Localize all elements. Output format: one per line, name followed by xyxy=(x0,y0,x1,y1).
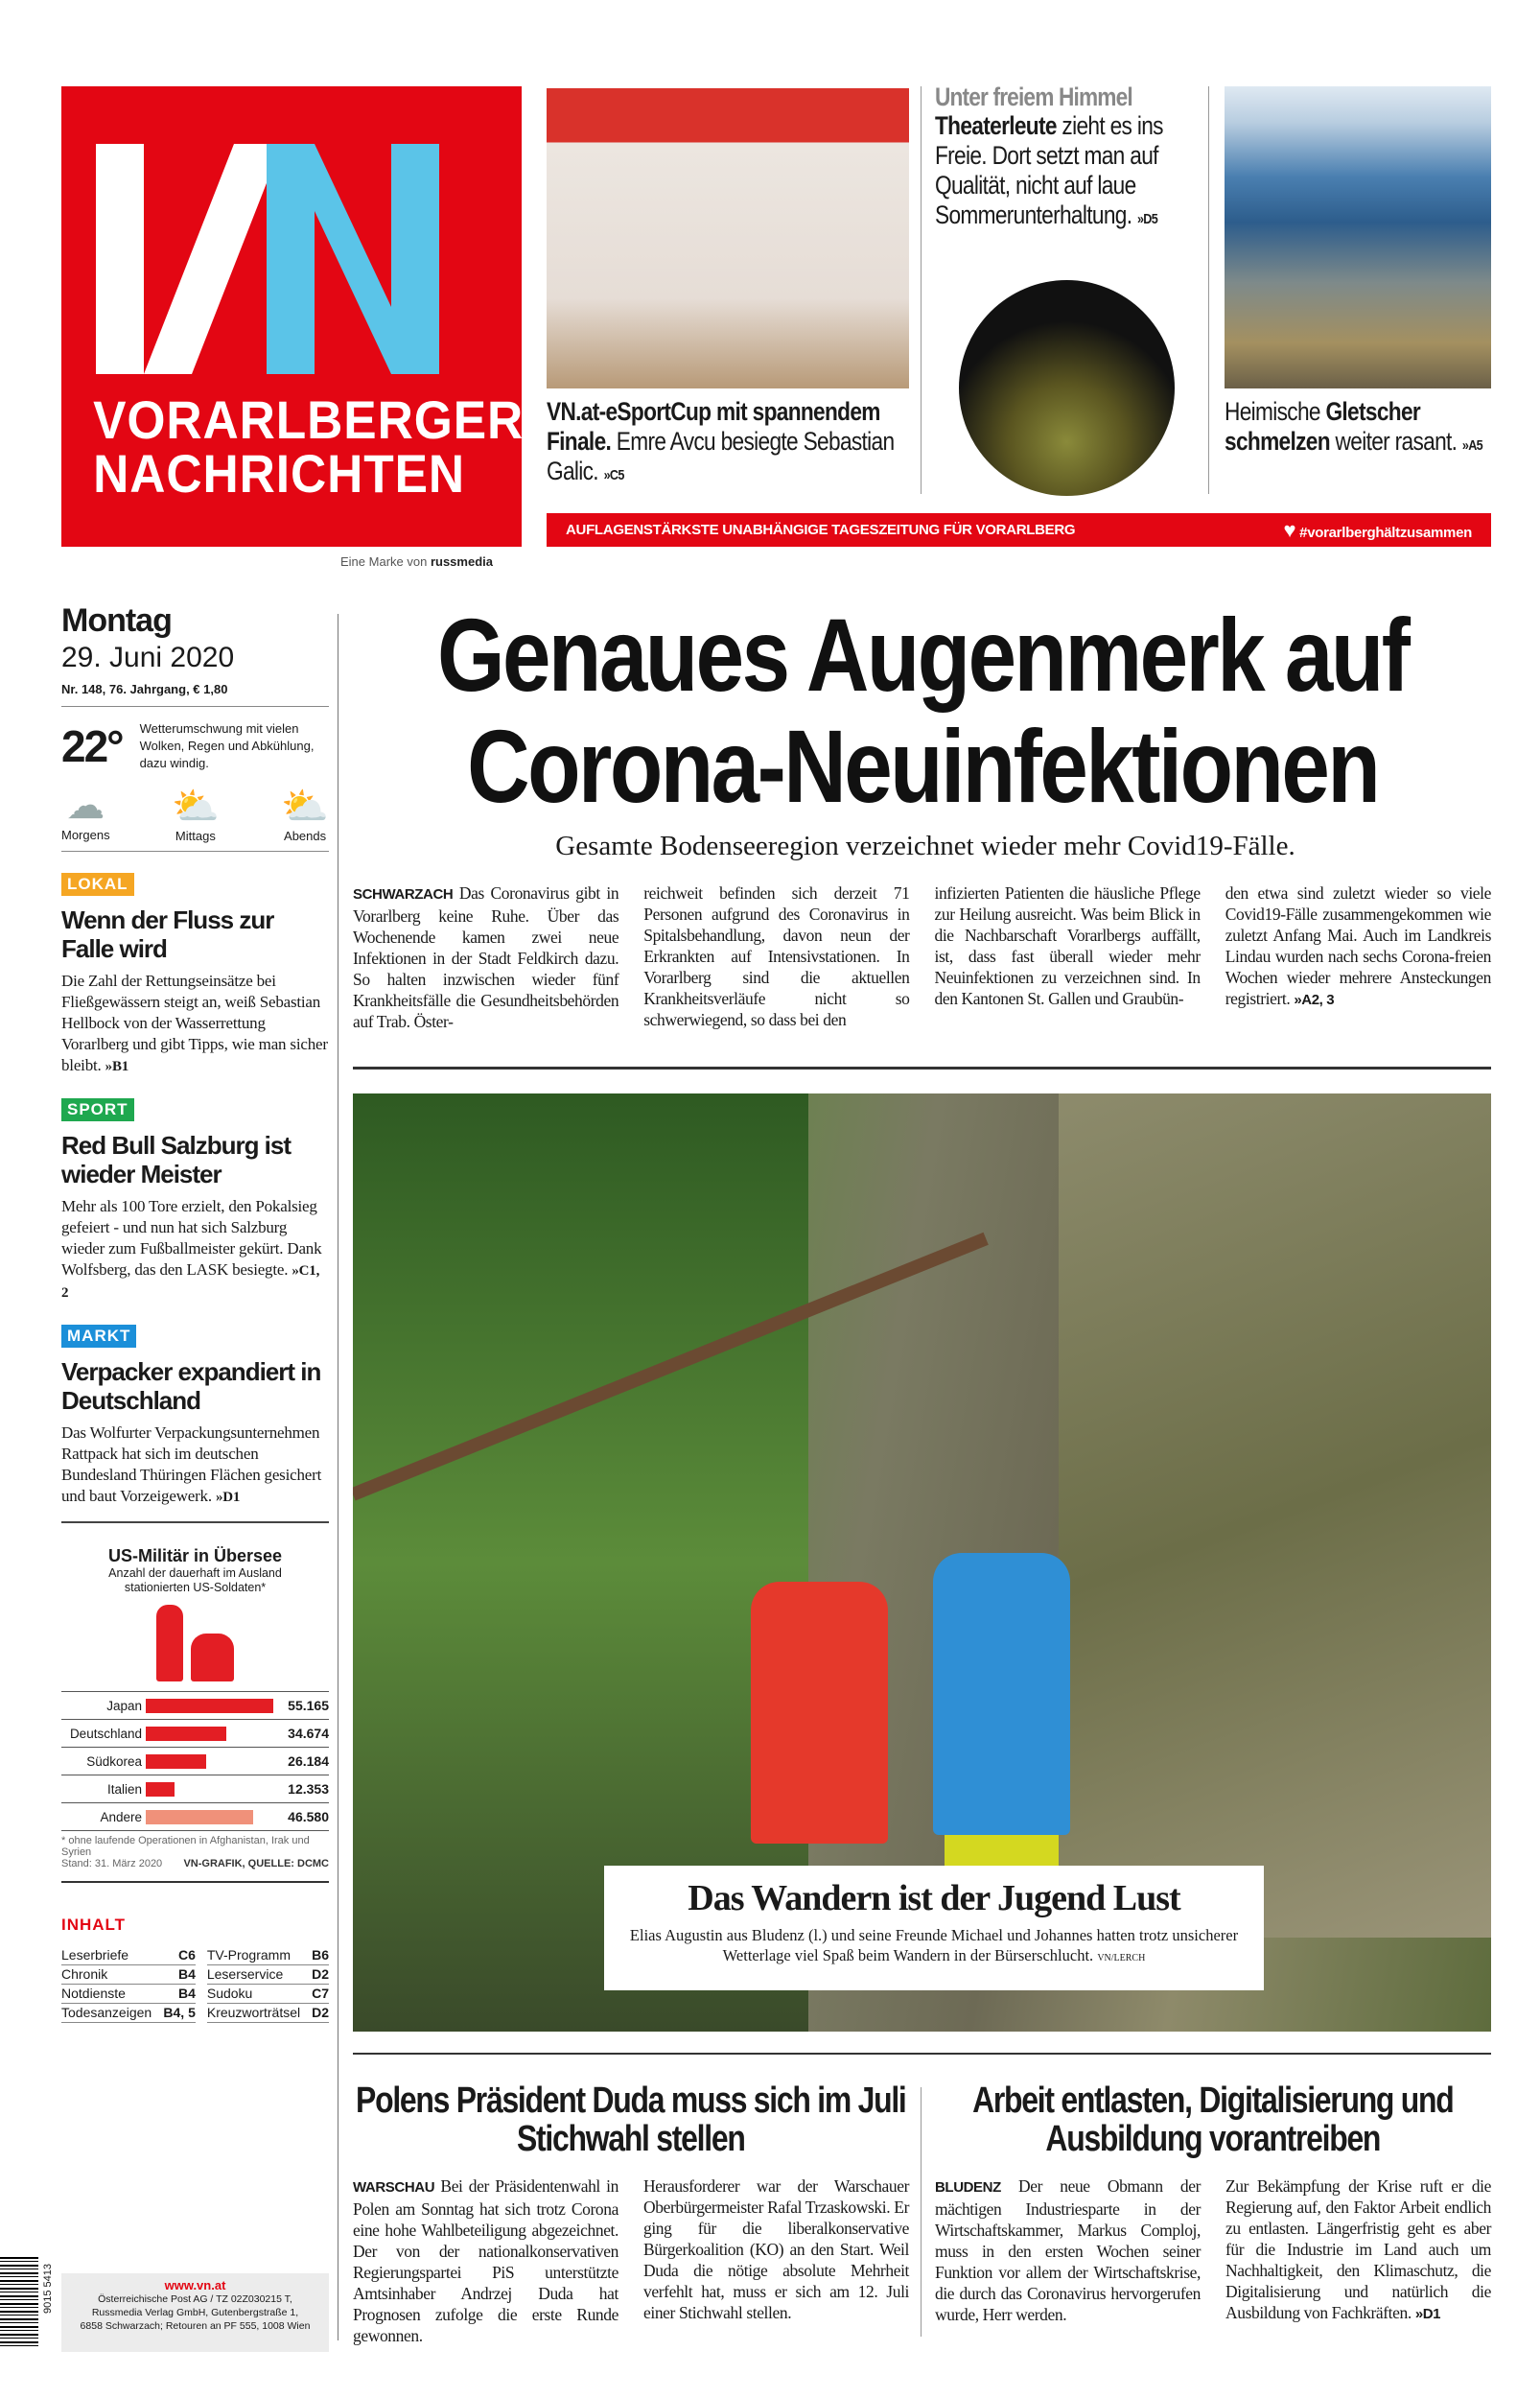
bar-value: 55.165 xyxy=(288,1698,329,1713)
bar-label: Südkorea xyxy=(86,1753,142,1769)
table-of-contents: INHALT Leserbriefe C6 Chronik B4 Notdienste B4 Todesanzeigen B4, 5 TV-Programm B6 Leserservice D2 Sudoku C7 Kreuzworträtsel D2 xyxy=(61,1916,329,2023)
vn-logo[interactable] xyxy=(61,86,525,547)
toc-item[interactable]: Todesanzeigen B4, 5 xyxy=(61,2004,196,2023)
slogan: AUFLAGENSTÄRKSTE UNABHÄNGIGE TAGESZEITUNG FÜR VORARLBERG xyxy=(566,522,1076,538)
chart-row xyxy=(61,1802,329,1830)
bar-value: 34.674 xyxy=(288,1726,329,1741)
barcode-number: 9015 5413 xyxy=(42,2264,54,2314)
bar-value: 46.580 xyxy=(288,1809,329,1824)
bar xyxy=(146,1727,226,1741)
side-story-markt[interactable]: MARKT Verpacker expandiert in Deutschland Das Wolfurter Verpackungsunternehmen Rattpack hat sich im deutschen Bundesland Thüringen Flächen gesichert und baut Vorzeigewerk. »D1 xyxy=(61,1327,322,1505)
rain-cloud-icon: ☁ xyxy=(66,785,105,827)
bar-label: Italien xyxy=(106,1781,142,1797)
toc-item[interactable]: Leserbriefe C6 xyxy=(61,1946,196,1965)
side-story-sport[interactable]: SPORT Red Bull Salzburg ist wieder Meister Mehr als 100 Tore erzielt, den Pokalsieg gefeiert - und nun hat sich Salzburg wieder zum Fußballmeister gekürt. Dank Wolfsberg, das den LASK besiegte. »C1, 2 xyxy=(61,1100,322,1301)
website-link[interactable]: www.vn.at xyxy=(164,2278,226,2292)
story-poland[interactable]: Polens Präsident Duda muss sich im Juli Stichwahl stellen WARSCHAU Bei der Präsidentenwahl in Polen am Sonntag hat sich trotz Corona eine hohe Wahlbeteiligung abgezeichnet. Der von der nationalkonservativen Regierungspartei PiS unterstützte Amtsinhaber Andrzej Duda hat Prognosen zufolge die erste Runde gewonnen. Herausforderer war der Warschauer Oberbürgermeister Rafal Trzaskowski. Er ging für die liberalkonservative Bürgerkoalition (KO) an den Start. Weil Duda die nötige absolute Mehrheit verfehlt hat, muss er sich am 12. Juli einer Stichwahl stellen. xyxy=(353,2081,909,2345)
toc-item[interactable]: TV-Programm B6 xyxy=(207,1946,329,1965)
vn-letters-icon xyxy=(90,115,493,374)
photo-caption: Das Wandern ist der Jugend Lust Elias Augustin aus Bludenz (l.) und seine Freunde Michael und Johannes hatten trotz unsicherer Wetterlage viel Spaß beim Wandern in der Bürserschlucht. VN/LERCH xyxy=(604,1866,1264,1990)
heart-icon: ♥ xyxy=(1283,517,1296,542)
bar-value: 12.353 xyxy=(288,1781,329,1797)
lead-subheadline: Gesamte Bodenseeregion verzeichnet wieder mehr Covid19-Fälle. xyxy=(555,831,1295,861)
imprint: www.vn.at Österreichische Post AG / TZ 02Z030215 T, Russmedia Verlag GmbH, Gutenbergstraße 1, 6858 Schwarzach; Retouren an PF 555, 1008 Wien xyxy=(61,2273,329,2352)
bar xyxy=(146,1810,253,1824)
divider xyxy=(921,2087,922,2337)
bar xyxy=(146,1782,175,1797)
brand-line: Eine Marke von russmedia xyxy=(340,554,493,569)
chart-row xyxy=(61,1719,329,1747)
lead-headline[interactable]: Genaues Augenmerk auf Corona-Neuinfektionen xyxy=(436,597,1409,824)
us-military-chart: US-Militär in Übersee Anzahl der dauerhaft im Ausland stationierten US-Soldaten* Japan 55.165 Deutschland 34.674 Südkorea 26.184 Italien 12.353 Andere 46.580 * ohne laufende Operationen in Afghanistan, Irak und Syrien Stand: 31. März 2020 VN-GRAFIK, QUELLE: DCMC xyxy=(61,1546,329,1883)
teaser-theater[interactable]: Unter freiem Himmel Theaterleute zieht es ins Freie. Dort setzt man auf Qualität, nicht auf laue Sommerunterhaltung. »D5 xyxy=(935,82,1163,229)
divider xyxy=(353,2053,1491,2055)
issue-info: Montag 29. Juni 2020 Nr. 148, 76. Jahrgang, € 1,80 xyxy=(61,602,329,707)
side-story-lokal[interactable]: LOKAL Wenn der Fluss zur Falle wird Die Zahl der Rettungseinsätze bei Fließgewässern steigt an, weiß Sebastian Hellbock von der Wasserrettung Vorarlberg und gibt Tipps, wie man sicher bleibt. »B1 xyxy=(61,875,328,1074)
story-industry[interactable]: Arbeit entlasten, Digitalisierung und Ausbildung vorantreiben BLUDENZ Der neue Obmann der mächtigen Industriesparte in der Wirtschaftskammer, Markus Comploj, muss in den ersten Wochen seiner Funktion vor allem der Wirtschaftskrise, die durch das Coronavirus hervorgerufen wurde, Herr werden. Zur Bekämpfung der Krise ruft er die Regierung auf, den Faktor Arbeit endlich zu entlasten. Längerfristig geht es aber für die Industrie im Land auch um Nachhaltigkeit, den Klimaschutz, die Digitalisierung und natürlich die Ausbildung von Fachkräften. »D1 xyxy=(935,2081,1491,2324)
esportcup-photo[interactable] xyxy=(547,88,909,388)
sun-cloud-icon: ⛅ xyxy=(281,786,329,828)
weather: 22° Wetterumschwung mit vielen Wolken, Regen und Abkühlung, dazu windig. ☁ Morgens ⛅ Mittags ⛅ Abends xyxy=(61,720,329,852)
toc-item[interactable]: Notdienste B4 xyxy=(61,1985,196,2004)
toc-item[interactable]: Sudoku C7 xyxy=(207,1985,329,2004)
teaser-glacier[interactable]: Heimische Gletscher schmelzen weiter rasant. »A5 xyxy=(1225,397,1483,456)
chart-row xyxy=(61,1775,329,1802)
teaser-esport[interactable]: VN.at-eSportCup mit spannendem Finale. Emre Avcu besiegte Sebastian Galic. »C5 xyxy=(547,397,895,485)
toc-item[interactable]: Leserservice D2 xyxy=(207,1965,329,1985)
bar-label: Andere xyxy=(100,1809,142,1824)
toc-item[interactable]: Chronik B4 xyxy=(61,1965,196,1985)
bar-value: 26.184 xyxy=(288,1753,329,1769)
bar xyxy=(146,1754,206,1769)
left-column xyxy=(61,602,329,2023)
divider xyxy=(353,1067,1491,1070)
theater-photo[interactable] xyxy=(959,280,1175,496)
slogan-banner xyxy=(547,513,1491,547)
toc-item[interactable]: Kreuzworträtsel D2 xyxy=(207,2004,329,2023)
bar-label: Deutschland xyxy=(69,1726,142,1741)
bar xyxy=(146,1699,273,1713)
masthead-name: VORARLBERGER NACHRICHTEN xyxy=(93,389,525,504)
soldiers-icon xyxy=(61,1595,329,1681)
chart-row xyxy=(61,1691,329,1719)
chart-row xyxy=(61,1747,329,1775)
lead-article: SCHWARZACH Das Coronavirus gibt in Vorarlberg keine Ruhe. Über das Wochenende kamen zwei neue Infektionen in der Stadt Feldkirch dazu. So halten inzwischen wieder fünf Krankheitsfälle die Gesundheitsbehörden auf Trab. Öster- reichweit befinden sich derzeit 71 Personen aufgrund des Coronavirus in Spitalsbehandlung, davon neun der Erkrankten auf Intensivstationen. In Vorarlberg sind die aktuellen Krankheitsverläufe nicht so schwerwiegend, so dass bei den infizierten Patienten die häusliche Pflege zur Heilung ausreicht. Was beim Blick in die Nachbarschaft Vorarlbergs auffällt, ist, dass fast überall wieder mehr Neuinfektionen zu verzeichnen sind. In den Kantonen St. Gallen und Graubün- den etwa sind zuletzt wieder so viele Covid19-Fälle zusammengekommen wie zuletzt Anfang Mai. Auch im Landkreis Lindau wurden nach sechs Corona-freien Wochen wieder mehrere Ansteckungen registriert. »A2, 3 xyxy=(353,883,1491,1031)
divider xyxy=(1208,86,1209,494)
glacier-photo[interactable] xyxy=(1225,86,1491,388)
barcode xyxy=(0,2257,38,2348)
divider xyxy=(921,86,922,494)
hashtag[interactable]: ♥ #vorarlberghältzusammen xyxy=(1283,517,1472,542)
bar-label: Japan xyxy=(106,1698,142,1713)
sun-rain-cloud-icon: ⛅ xyxy=(171,786,220,828)
